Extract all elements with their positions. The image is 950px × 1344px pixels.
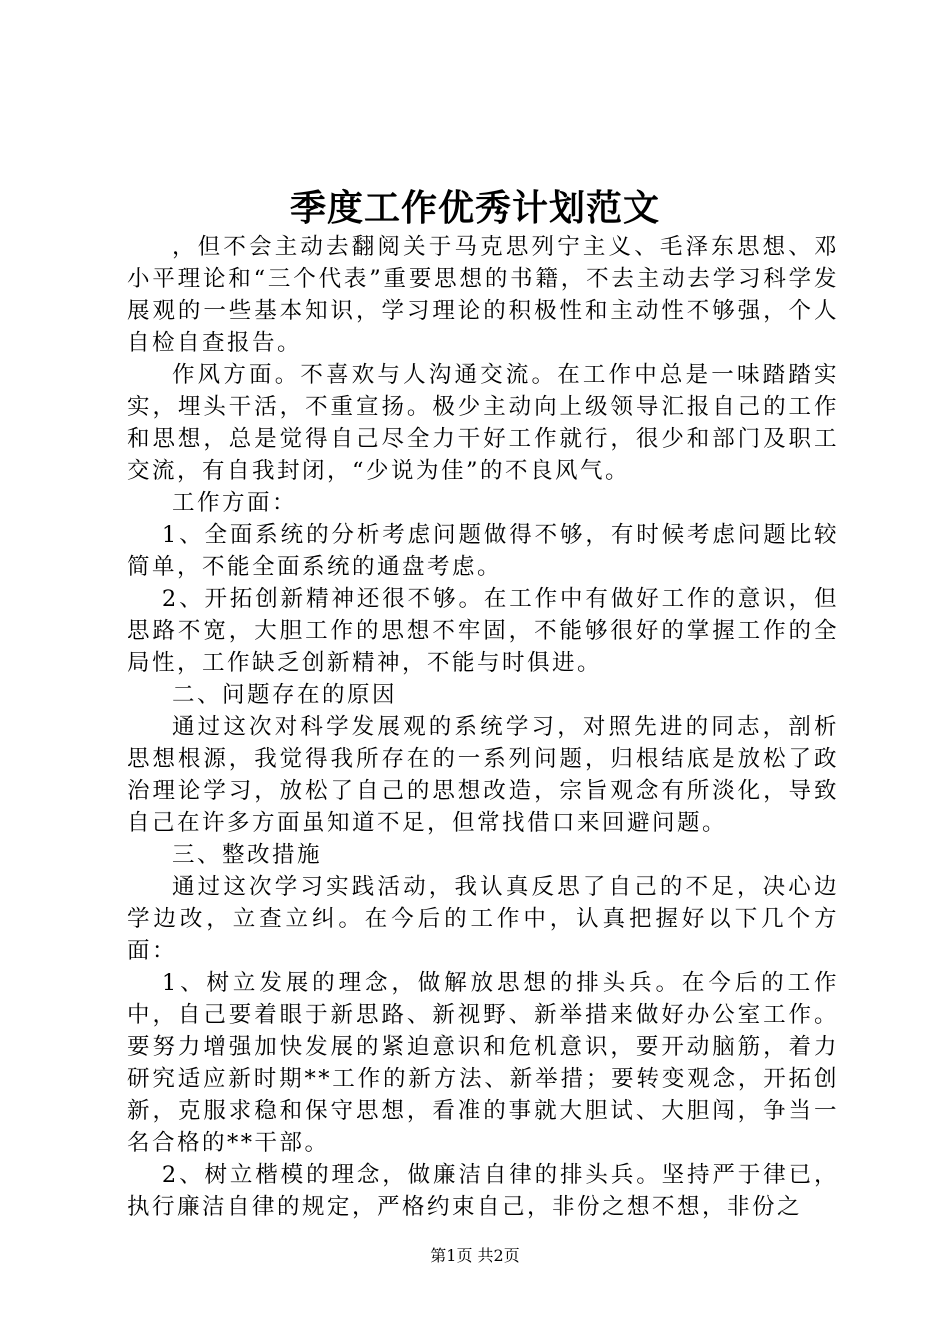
paragraph-work-item-1: 1、全面系统的分析考虑问题做得不够，有时候考虑问题比较简单，不能全面系统的通盘考虑。 [127,522,839,580]
paragraph-work-style: 作风方面。不喜欢与人沟通交流。在工作中总是一味踏踏实实，埋头干活，不重宣扬。极少主动向上级领导汇报自己的工作和思想，总是觉得自己尽全力干好工作就行，很少和部门及职工交流，有自我封闭，“少说为佳”的不良风气。 [127,362,839,484]
paragraph-causes: 通过这次对科学发展观的系统学习，对照先进的同志，剖析思想根源，我觉得我所存在的一系列问题，归根结底是放松了政治理论学习，放松了自己的思想改造，宗旨观念有所淡化，导致自己在许多方面虽知道不足，但常找借口来回避问题。 [127,714,839,836]
paragraph-work-heading: 工作方面： [172,490,298,516]
document-title: 季度工作优秀计划范文 [289,187,660,229]
page-number-footer: 第1页 共2页 [430,1246,520,1265]
section-heading-causes: 二、问题存在的原因 [172,682,398,708]
paragraph-work-item-2: 2、开拓创新精神还很不够。在工作中有做好工作的意识，但思路不宽，大胆工作的思想不牢固，不能够很好的掌握工作的全局性，工作缺乏创新精神，不能与时俱进。 [127,586,839,676]
section-heading-measures: 三、整改措施 [172,842,323,868]
paragraph-measure-2: 2、树立楷模的理念，做廉洁自律的排头兵。坚持严于律已，执行廉洁自律的规定，严格约束自己，非份之想不想，非份之 [127,1162,839,1220]
paragraph-measure-1: 1、树立发展的理念，做解放思想的排头兵。在今后的工作中，自己要着眼于新思路、新视野、新举措来做好办公室工作。要努力增强加快发展的紧迫意识和危机意识，要开动脑筋，着力研究适应新时期**工作的新方法、新举措；要转变观念，开拓创新，克服求稳和保守思想，看准的事就大胆试、大胆闯，争当一名合格的**干部。 [127,970,839,1156]
document-body [127,231,839,1223]
paragraph-measures-intro: 通过这次学习实践活动，我认真反思了自己的不足，决心边学边改，立查立纠。在今后的工作中，认真把握好以下几个方面： [127,874,839,964]
paragraph-intro: ，但不会主动去翻阅关于马克思列宁主义、毛泽东思想、邓小平理论和“三个代表”重要思想的书籍，不去主动去学习科学发展观的一些基本知识，学习理论的积极性和主动性不够强，个人自检自查报告。 [127,234,839,356]
